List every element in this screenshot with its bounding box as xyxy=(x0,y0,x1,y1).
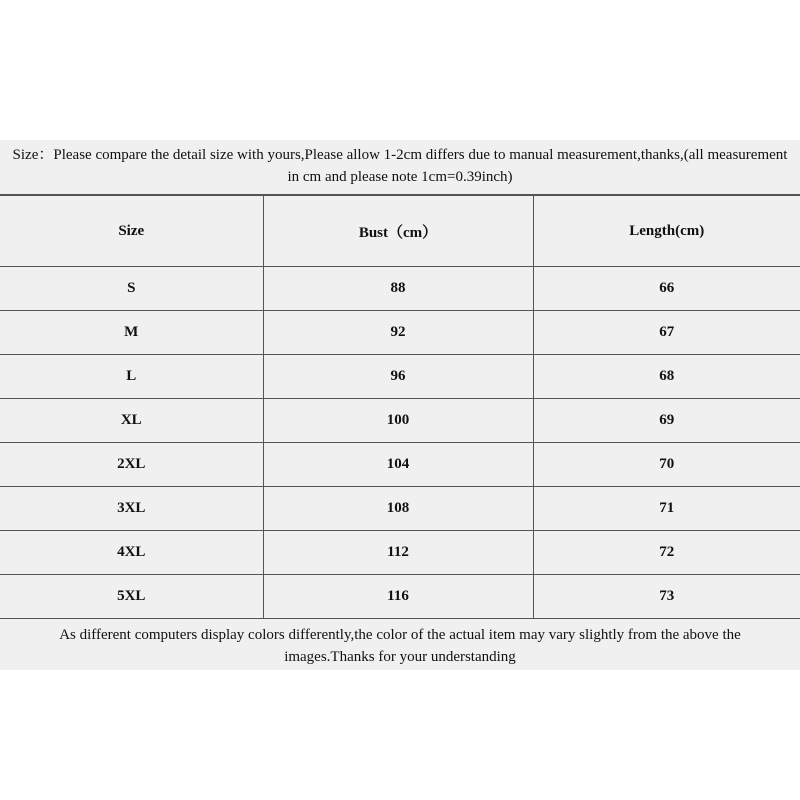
table-row xyxy=(0,487,800,531)
color-disclaimer-note: As different computers display colors differently,the color of the actual item may vary slightly from the above the images.Thanks for your understanding xyxy=(59,627,741,665)
size-instructions-note: Size：Please compare the detail size with yours,Please allow 1-2cm differs due to manual measurement,thanks,(all measurement in cm and please note 1cm=0.39inch) xyxy=(12,147,788,185)
length-cell: 69 xyxy=(533,399,800,443)
bust-cell: 104 xyxy=(263,443,533,487)
table-row xyxy=(0,355,800,399)
size-chart-sheet xyxy=(0,140,800,670)
size-table xyxy=(0,195,800,619)
size-cell: L xyxy=(0,355,263,399)
length-cell: 66 xyxy=(533,267,800,311)
bust-cell: 96 xyxy=(263,355,533,399)
size-cell: 3XL xyxy=(0,487,263,531)
table-row xyxy=(0,443,800,487)
bust-cell: 108 xyxy=(263,487,533,531)
size-cell: 4XL xyxy=(0,531,263,575)
column-header-bust: Bust（cm） xyxy=(263,196,533,267)
column-header-size: Size xyxy=(0,196,263,267)
column-header-length: Length(cm) xyxy=(533,196,800,267)
length-cell: 67 xyxy=(533,311,800,355)
table-row xyxy=(0,311,800,355)
size-cell: 5XL xyxy=(0,575,263,619)
bust-cell: 116 xyxy=(263,575,533,619)
length-cell: 70 xyxy=(533,443,800,487)
table-row xyxy=(0,531,800,575)
table-row xyxy=(0,575,800,619)
bust-cell: 112 xyxy=(263,531,533,575)
table-row xyxy=(0,267,800,311)
size-cell: M xyxy=(0,311,263,355)
length-cell: 72 xyxy=(533,531,800,575)
table-header-row xyxy=(0,196,800,267)
length-cell: 71 xyxy=(533,487,800,531)
size-cell: 2XL xyxy=(0,443,263,487)
size-cell: S xyxy=(0,267,263,311)
size-cell: XL xyxy=(0,399,263,443)
table-row xyxy=(0,399,800,443)
length-cell: 73 xyxy=(533,575,800,619)
bust-cell: 88 xyxy=(263,267,533,311)
length-cell: 68 xyxy=(533,355,800,399)
bust-cell: 100 xyxy=(263,399,533,443)
bust-cell: 92 xyxy=(263,311,533,355)
